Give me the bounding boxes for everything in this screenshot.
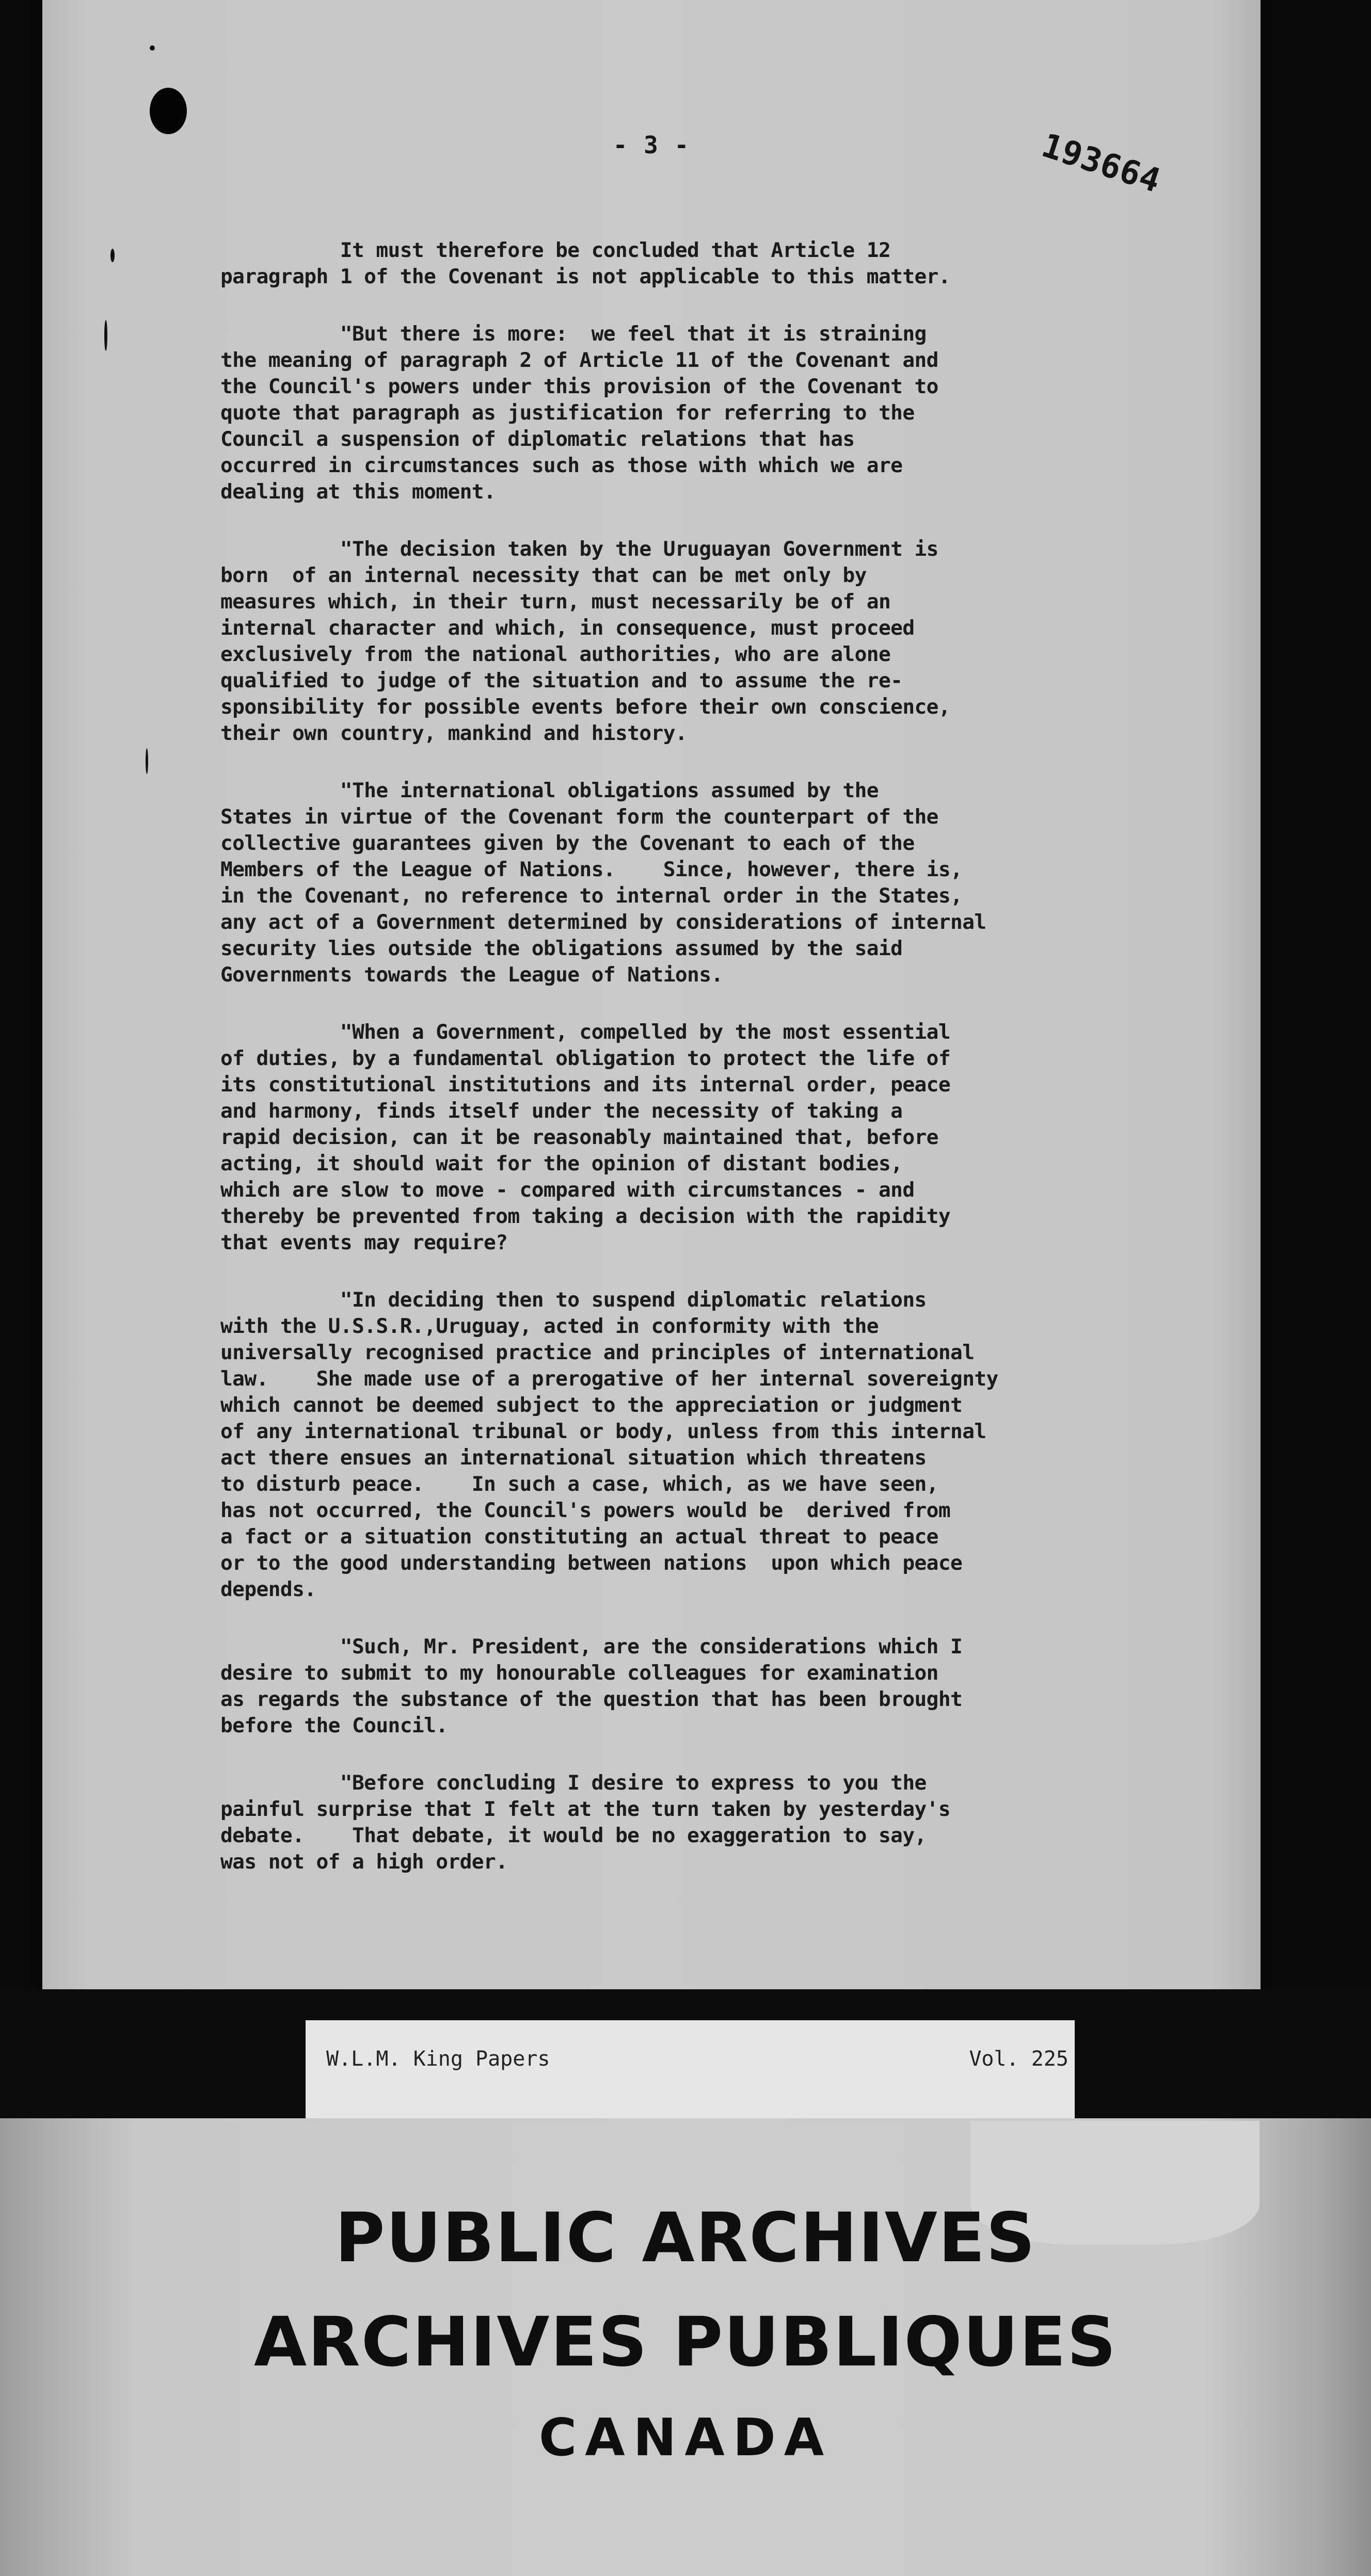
paragraph xyxy=(220,1287,1263,1603)
archive-title-french: ARCHIVES PUBLIQUES xyxy=(253,2303,1117,2382)
text-line: in the Covenant, no reference to internal order in the States, xyxy=(220,884,963,908)
collection-label xyxy=(306,2020,1075,2121)
text-line: It must therefore be concluded that Article 12 xyxy=(220,238,891,262)
text-line: was not of a high order. xyxy=(220,1850,508,1874)
typed-letter-body xyxy=(220,237,1263,1906)
text-line: "The decision taken by the Uruguayan Government is xyxy=(220,537,938,561)
text-line: acting, it should wait for the opinion of distant bodies, xyxy=(220,1152,903,1176)
paper-speck xyxy=(146,748,148,774)
paragraph xyxy=(220,778,1263,988)
paragraph xyxy=(220,321,1263,505)
text-line: any act of a Government determined by considerations of internal xyxy=(220,910,986,934)
text-line: States in virtue of the Covenant form the counterpart of the xyxy=(220,805,938,829)
text-line: "But there is more: we feel that it is straining xyxy=(220,322,927,346)
text-line: with the U.S.S.R.,Uruguay, acted in conformity with the xyxy=(220,1314,879,1338)
text-line: occurred in circumstances such as those with which we are xyxy=(220,454,903,477)
text-line: of duties, by a fundamental obligation to protect the life of xyxy=(220,1046,951,1070)
text-line: universally recognised practice and principles of international xyxy=(220,1341,975,1364)
text-line: act there ensues an international situation which threatens xyxy=(220,1446,927,1470)
text-line: quote that paragraph as justification for referring to the xyxy=(220,401,915,425)
text-line: of any international tribunal or body, unless from this internal xyxy=(220,1420,986,1443)
archive-country: CANADA xyxy=(538,2407,833,2468)
text-line: rapid decision, can it be reasonably maintained that, before xyxy=(220,1125,938,1149)
page-number: - 3 - xyxy=(613,131,690,159)
text-line: a fact or a situation constituting an actual threat to peace xyxy=(220,1525,938,1549)
text-line: born of an internal necessity that can be met only by xyxy=(220,564,867,587)
text-line: thereby be prevented from taking a decision with the rapidity xyxy=(220,1204,951,1228)
text-line: desire to submit to my honourable colleagues for examination xyxy=(220,1661,938,1685)
text-line: Governments towards the League of Nations. xyxy=(220,963,723,987)
text-line: painful surprise that I felt at the turn taken by yesterday's xyxy=(220,1797,951,1821)
archive-stamp-number: 193664 xyxy=(1037,126,1166,201)
text-line: has not occurred, the Council's powers would be derived from xyxy=(220,1499,951,1522)
text-line: "In deciding then to suspend diplomatic relations xyxy=(220,1288,927,1312)
text-line: "The international obligations assumed by the xyxy=(220,779,879,802)
text-line: their own country, mankind and history. xyxy=(220,721,688,745)
text-line: qualified to judge of the situation and to assume the re- xyxy=(220,669,903,693)
text-line: that events may require? xyxy=(220,1231,508,1254)
text-line: exclusively from the national authorities, who are alone xyxy=(220,642,891,666)
punch-hole xyxy=(150,88,187,134)
text-line: internal character and which, in consequence, must proceed xyxy=(220,616,915,640)
text-line: before the Council. xyxy=(220,1714,448,1737)
paragraph xyxy=(220,536,1263,747)
text-line: measures which, in their turn, must necessarily be of an xyxy=(220,590,891,614)
paragraph xyxy=(220,237,1263,290)
paper-speck xyxy=(110,249,115,262)
text-line: which cannot be deemed subject to the appreciation or judgment xyxy=(220,1393,963,1417)
archive-title-english: PUBLIC ARCHIVES xyxy=(334,2198,1037,2278)
paper-speck xyxy=(104,320,107,351)
collection-name: W.L.M. King Papers xyxy=(326,2047,550,2071)
text-line: "Such, Mr. President, are the considerations which I xyxy=(220,1635,963,1659)
volume-number: Vol. 225 xyxy=(969,2047,1069,2071)
text-line: or to the good understanding between nations upon which peace xyxy=(220,1551,963,1575)
paragraph xyxy=(220,1770,1263,1875)
text-line: depends. xyxy=(220,1577,316,1601)
text-line: "Before concluding I desire to express to you the xyxy=(220,1771,927,1795)
text-line: Members of the League of Nations. Since, however, there is, xyxy=(220,858,963,881)
paper-speck xyxy=(150,45,155,51)
text-line: law. She made use of a prerogative of her internal sovereignty xyxy=(220,1367,998,1391)
text-line: dealing at this moment. xyxy=(220,480,496,504)
text-line: the Council's powers under this provision of the Covenant to xyxy=(220,375,938,398)
text-line: and harmony, finds itself under the necessity of taking a xyxy=(220,1099,903,1123)
paragraph xyxy=(220,1019,1263,1256)
text-line: security lies outside the obligations assumed by the said xyxy=(220,937,903,960)
text-line: debate. That debate, it would be no exaggeration to say, xyxy=(220,1824,927,1847)
text-line: "When a Government, compelled by the most essential xyxy=(220,1020,951,1044)
text-line: paragraph 1 of the Covenant is not applicable to this matter. xyxy=(220,265,951,288)
text-line: the meaning of paragraph 2 of Article 11 of the Covenant and xyxy=(220,348,938,372)
text-line: as regards the substance of the question that has been brought xyxy=(220,1687,963,1711)
text-line: which are slow to move - compared with circumstances - and xyxy=(220,1178,915,1202)
text-line: collective guarantees given by the Covenant to each of the xyxy=(220,831,915,855)
text-line: sponsibility for possible events before their own conscience, xyxy=(220,695,951,719)
typed-page xyxy=(42,0,1261,1989)
text-line: its constitutional institutions and its internal order, peace xyxy=(220,1073,951,1097)
text-line: to disturb peace. In such a case, which, as we have seen, xyxy=(220,1472,938,1496)
text-line: Council a suspension of diplomatic relations that has xyxy=(220,427,855,451)
paragraph xyxy=(220,1634,1263,1739)
